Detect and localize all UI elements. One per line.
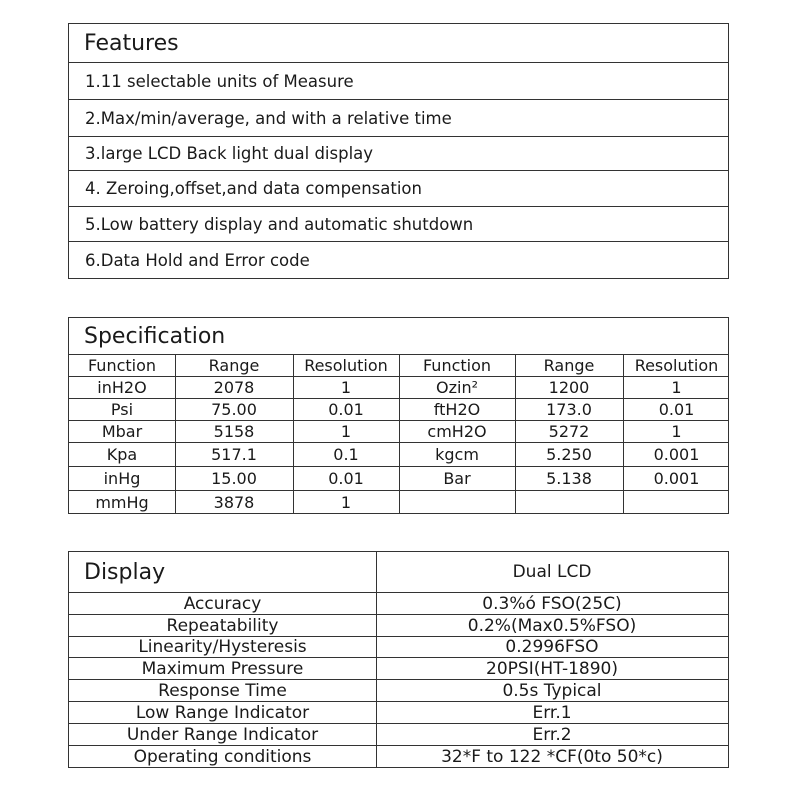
- table-cell: 0.001: [653, 469, 700, 488]
- list-item: [69, 62, 728, 99]
- display-title: Display: [84, 559, 166, 585]
- table-cell: 5.138: [546, 469, 592, 488]
- column-header: Resolution: [634, 356, 719, 375]
- table-cell: 5272: [548, 422, 590, 441]
- table-cell: kgcm: [435, 445, 479, 464]
- spec-label: Response Time: [158, 680, 287, 701]
- table-cell: 517.1: [211, 445, 257, 464]
- table-cell: 173.0: [546, 400, 592, 419]
- table-cell: [515, 491, 623, 513]
- spec-value: 0.2996FSO: [505, 637, 599, 657]
- features-table: [68, 23, 729, 279]
- list-item: [69, 99, 728, 136]
- table-cell: Mbar: [101, 422, 143, 441]
- display-table: [68, 551, 729, 768]
- column-header: Function: [422, 356, 492, 375]
- list-item: [69, 241, 728, 278]
- spec-value: 32*F to 122 *CF(0to 50*c): [441, 746, 663, 767]
- list-item: [69, 136, 728, 170]
- column-header: Range: [208, 356, 260, 375]
- feature-item: 5.Low battery display and automatic shutdown: [85, 214, 474, 234]
- table-cell: [399, 491, 515, 513]
- spec-label: Linearity/Hysteresis: [138, 637, 307, 657]
- table-cell: inHg: [103, 469, 141, 488]
- feature-item: 3.large LCD Back light dual display: [85, 144, 374, 163]
- table-cell: Bar: [443, 469, 471, 488]
- table-cell: Ozin²: [436, 378, 478, 397]
- spec-value: 0.5s Typical: [502, 680, 602, 701]
- table-cell: 1: [671, 422, 682, 441]
- table-cell: 0.01: [328, 469, 364, 488]
- column-header: Function: [87, 356, 157, 375]
- table-cell: 15.00: [211, 469, 257, 488]
- table-cell: 1: [340, 492, 352, 512]
- spec-value: 0.3%ó FSO(25C): [482, 593, 622, 614]
- table-cell: [623, 491, 730, 513]
- column-header: Range: [543, 356, 595, 375]
- spec-value: 0.2%(Max0.5%FSO): [467, 615, 637, 636]
- table-cell: Kpa: [106, 445, 138, 464]
- table-cell: mmHg: [95, 492, 149, 512]
- list-item: [69, 206, 728, 241]
- features-title: Features: [84, 30, 179, 56]
- feature-item: 4. Zeroing,offset,and data compensation: [85, 179, 422, 198]
- table-cell: 0.001: [653, 445, 700, 464]
- table-cell: 0.01: [328, 400, 364, 419]
- table-cell: 0.1: [333, 445, 359, 464]
- table-cell: 3878: [213, 492, 255, 512]
- table-cell: 2078: [213, 378, 255, 397]
- table-cell: Psi: [110, 400, 134, 419]
- spec-label: Operating conditions: [133, 746, 312, 767]
- table-cell: 5158: [213, 422, 255, 441]
- specification-title: Specification: [84, 323, 226, 349]
- table-cell: 0.01: [658, 400, 695, 419]
- column-header: Resolution: [304, 356, 388, 375]
- table-cell: cmH2O: [427, 422, 487, 441]
- spec-value: Err.1: [532, 702, 572, 723]
- feature-item: 2.Max/min/average, and with a relative time: [85, 108, 452, 128]
- table-cell: 5.250: [546, 445, 592, 464]
- spec-label: Maximum Pressure: [141, 658, 304, 679]
- spec-value: 20PSI(HT-1890): [486, 658, 618, 679]
- feature-item: 6.Data Hold and Error code: [85, 250, 310, 270]
- table-cell: 1: [340, 422, 352, 441]
- spec-label: Repeatability: [166, 615, 279, 636]
- display-value: Dual LCD: [512, 562, 592, 582]
- table-cell: inH2O: [97, 378, 147, 397]
- feature-item: 1.11 selectable units of Measure: [85, 71, 354, 91]
- spec-label: Low Range Indicator: [135, 702, 310, 723]
- spec-label: Accuracy: [183, 593, 262, 614]
- spec-value: Err.2: [532, 724, 572, 745]
- list-item: [69, 170, 728, 206]
- table-cell: 1200: [548, 378, 590, 397]
- specification-table: [68, 317, 729, 514]
- table-cell: 75.00: [211, 400, 257, 419]
- spec-label: Under Range Indicator: [126, 724, 319, 745]
- table-cell: ftH2O: [433, 400, 481, 419]
- table-cell: 1: [671, 378, 682, 397]
- table-cell: 1: [340, 378, 352, 397]
